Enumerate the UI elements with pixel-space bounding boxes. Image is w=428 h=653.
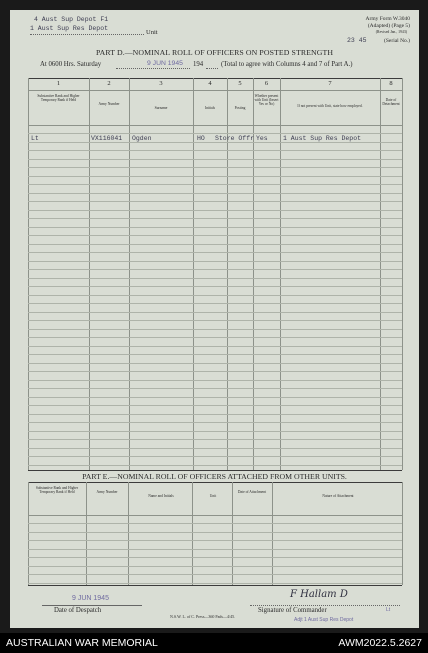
despatch-date-stamp: 9 JUN 1945 [72, 595, 109, 602]
row-rule [28, 252, 402, 253]
row-rule [28, 456, 402, 457]
table-d-vline [280, 78, 281, 470]
form-page [10, 10, 419, 628]
entry-employed: 1 Aust Sup Res Depot [283, 135, 362, 142]
row-rule [28, 557, 402, 558]
footer-right: AWM2022.5.2627 [338, 637, 422, 649]
commander-signature: F Hallam D [290, 589, 348, 600]
table-d-vline [193, 78, 194, 470]
row-rule [28, 346, 402, 347]
row-rule [28, 329, 402, 330]
col-header-employed: If not present with Unit, state how employed. [297, 104, 363, 108]
col-number-6: 6 [264, 80, 269, 87]
table-d-vline [129, 78, 130, 470]
part-e-header-rule [28, 515, 402, 516]
row-rule [28, 465, 402, 466]
part-e-title: PART E.—NOMINAL ROLL OF OFFICERS ATTACHED FROM OTHER UNITS. [82, 472, 347, 481]
row-rule [28, 583, 402, 584]
commander-stamp: Adjt 1 Aust Sup Res Depot [294, 617, 354, 623]
row-rule [28, 422, 402, 423]
entry-army-number: VX116041 [91, 135, 123, 142]
row-rule [28, 523, 402, 524]
e-header-name: Name and Initials [148, 494, 174, 498]
table-e-vline [128, 482, 129, 585]
col-header-detachment: Date of Detachment [382, 98, 400, 107]
table-d-top-border [28, 78, 402, 79]
row-rule [28, 574, 402, 575]
e-header-army-number: Army Number [96, 490, 118, 494]
col-number-8: 8 [389, 80, 393, 87]
col-number-3: 3 [159, 80, 163, 87]
unit-line-1: 4 Aust Sup Depot F1 [34, 16, 109, 23]
col-header-rank: Substantive Rank and Higher Temporary Rank if Held [37, 94, 80, 103]
entry-surname: Ogden [132, 135, 152, 142]
row-rule [28, 532, 402, 533]
col-number-4: 4 [208, 80, 212, 87]
table-d-vline [28, 78, 29, 470]
row-rule [28, 278, 402, 279]
table-e-vline [86, 482, 87, 585]
e-header-date: Date of Attachment [237, 490, 267, 494]
row-rule [28, 439, 402, 440]
part-e-top-border [28, 470, 402, 471]
col-header-army-number: Army Number [98, 102, 120, 106]
row-rule [28, 193, 402, 194]
table-d-vline [380, 78, 381, 470]
col-number-5: 5 [238, 80, 242, 87]
row-rule [28, 448, 402, 449]
row-rule [28, 159, 402, 160]
table-e-vline [192, 482, 193, 585]
date-stamp: 9 JUN 1945 [147, 60, 183, 67]
total-note: (Total to agree with Columns 4 and 7 of Part A.) [221, 61, 353, 68]
col-header-initials: Initials [205, 106, 215, 110]
row-rule [28, 363, 402, 364]
row-rule [28, 388, 402, 389]
row-rule [28, 354, 402, 355]
part-d-at-label: At 0600 Hrs. Saturday [40, 61, 102, 68]
e-header-unit: Unit [209, 494, 217, 498]
row-rule [28, 431, 402, 432]
part-d-title: PART D.—NOMINAL ROLL OF OFFICERS ON POSTED STRENGTH [95, 48, 334, 57]
col-number-1: 1 [56, 80, 61, 87]
row-rule [28, 286, 402, 287]
table-e-vline [402, 482, 403, 585]
row-rule [28, 235, 402, 236]
e-header-rank: Substantive Rank and Higher Temporary Rank if Held [35, 486, 79, 495]
row-rule [28, 566, 402, 567]
serial-label: (Serial No.) [384, 38, 410, 44]
serial-value: 23 45 [347, 37, 367, 44]
part-e-header-top [28, 482, 402, 483]
signature-rule [250, 605, 400, 606]
form-number: Army Form W.3040 [365, 16, 410, 22]
row-rule [28, 176, 402, 177]
col-header-present: Whether present with Unit (Insert Yes or No) [254, 94, 279, 107]
printer-note: N.S.W. L. of C. Press—360 Pads—4/45. [170, 614, 236, 619]
signature-label: Signature of Commander [258, 607, 327, 614]
row-rule [28, 303, 402, 304]
row-rule [28, 371, 402, 372]
table-d-vline [89, 78, 90, 470]
table-e-vline [232, 482, 233, 585]
archive-footer [0, 633, 428, 653]
row-rule [28, 540, 402, 541]
row-rule [28, 210, 402, 211]
e-header-nature: Nature of Attachment [322, 494, 354, 498]
row-rule [28, 269, 402, 270]
part-e-bottom-border [28, 585, 402, 586]
row-rule [28, 201, 402, 202]
row-rule [28, 295, 402, 296]
row-rule [28, 405, 402, 406]
entry-posting: Store Offr [215, 135, 255, 142]
despatch-rule [42, 605, 142, 606]
row-rule [28, 312, 402, 313]
table-d-header-rule [28, 125, 402, 126]
year-suffix: 194 [193, 61, 204, 68]
entry-initials: HO [197, 135, 205, 142]
row-rule [28, 414, 402, 415]
entry-rank: Lt [31, 135, 39, 142]
table-d-vline [402, 78, 403, 470]
col-header-surname: Surname [154, 106, 168, 110]
col-header-posting: Posting [234, 106, 246, 110]
unit-label: Unit [146, 29, 158, 36]
despatch-label: Date of Despatch [54, 607, 102, 614]
row-rule [28, 261, 402, 262]
row-rule [28, 549, 402, 550]
row-rule [28, 320, 402, 321]
unit-dotted-rule [30, 34, 144, 35]
row-rule [28, 133, 402, 134]
table-d-number-row-rule [28, 90, 402, 91]
col-number-7: 7 [328, 80, 332, 87]
entry-present: Yes [256, 135, 268, 142]
row-rule [28, 167, 402, 168]
row-rule [28, 244, 402, 245]
unit-line-2: 1 Aust Sup Res Depot [30, 25, 109, 32]
col-number-2: 2 [107, 80, 111, 87]
footer-left: AUSTRALIAN WAR MEMORIAL [6, 637, 158, 649]
row-rule [28, 337, 402, 338]
form-adopted: (Adapted) (Page 5) [367, 23, 410, 29]
row-rule [28, 397, 402, 398]
table-e-vline [272, 482, 273, 585]
row-rule [28, 227, 402, 228]
part-d-dotted-2 [206, 68, 218, 69]
commander-stamp-suffix: Lt [386, 607, 391, 613]
row-rule [28, 150, 402, 151]
table-e-vline [28, 482, 29, 585]
part-d-dotted-1 [116, 68, 190, 69]
form-revised: (Revised Jan., 1943) [375, 29, 407, 34]
row-rule [28, 184, 402, 185]
row-rule [28, 380, 402, 381]
row-rule [28, 218, 402, 219]
